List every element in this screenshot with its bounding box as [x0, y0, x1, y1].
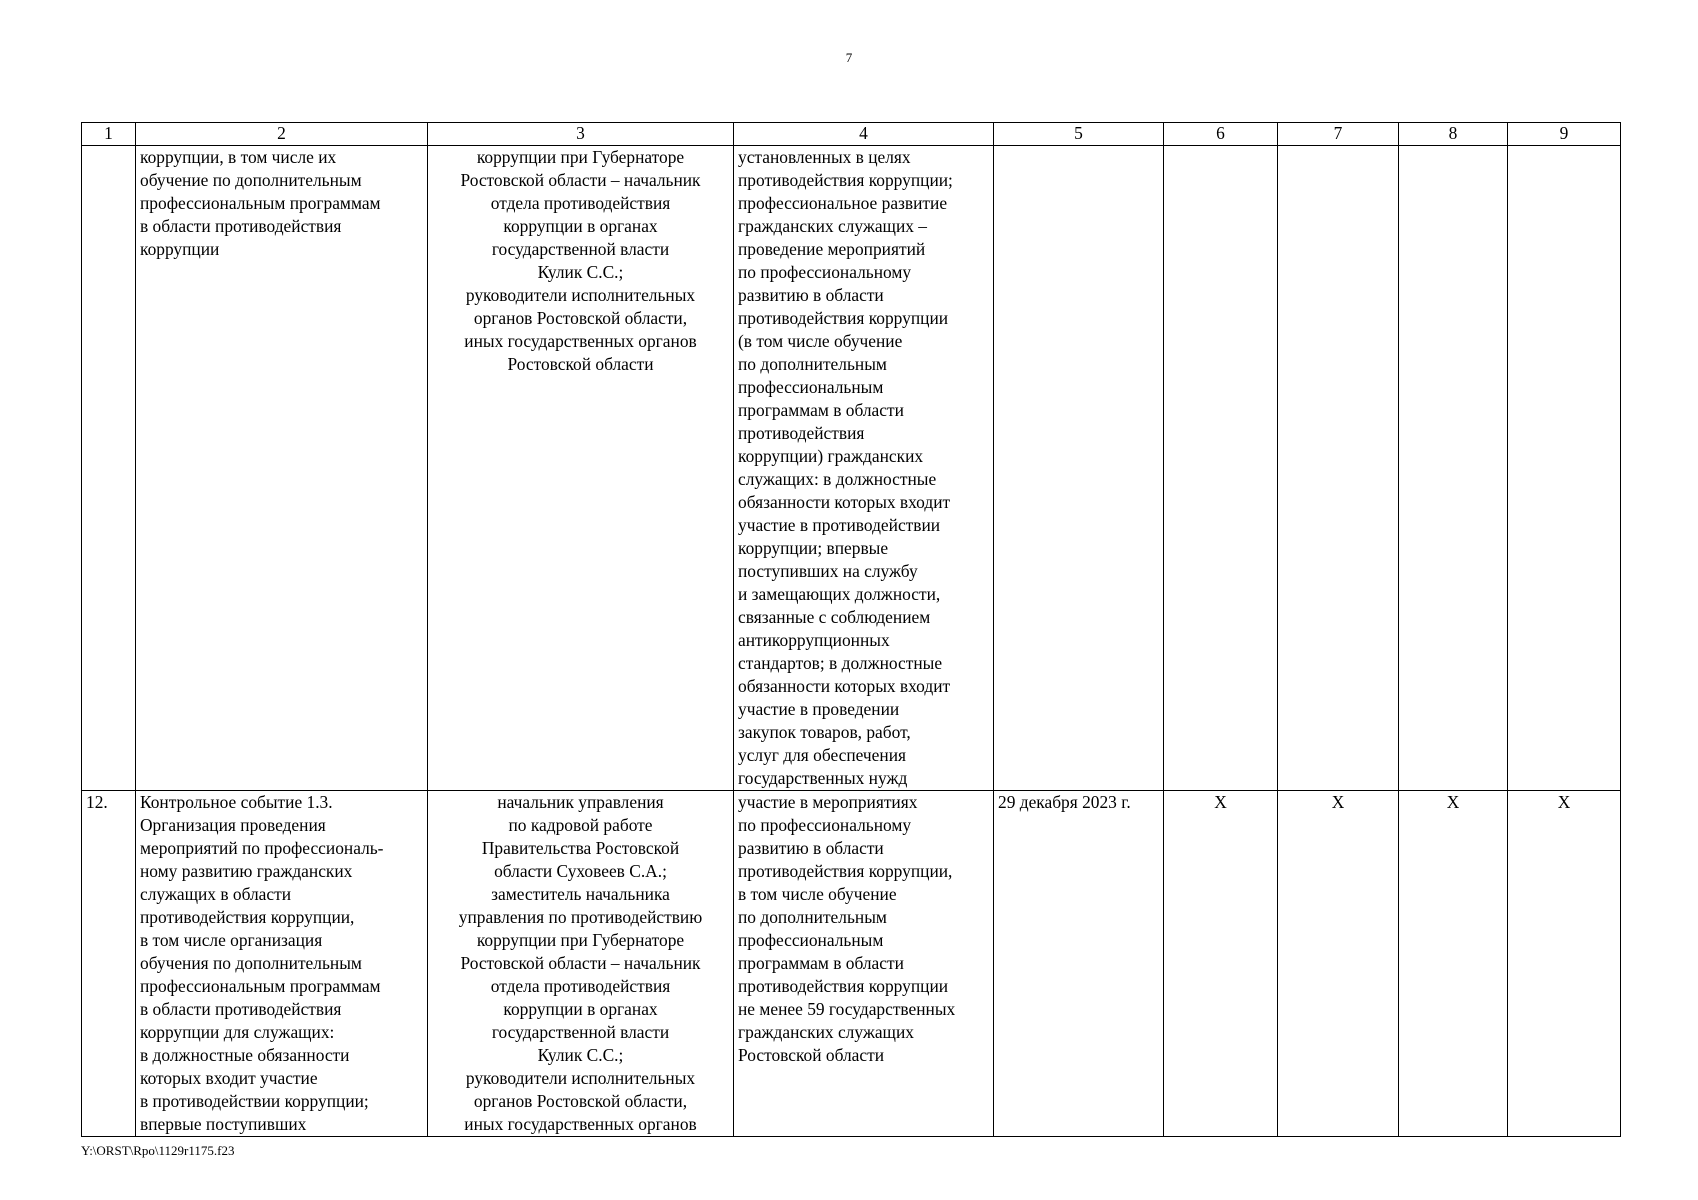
col-9-cell: Х — [1508, 791, 1621, 1137]
page-number: 7 — [845, 50, 853, 65]
header-col-5: 5 — [994, 123, 1164, 146]
row-number-cell: 12. — [82, 791, 136, 1137]
date-cell — [994, 146, 1164, 791]
row-number-cell — [82, 146, 136, 791]
header-col-7: 7 — [1278, 123, 1399, 146]
col-8-cell — [1399, 146, 1508, 791]
col-9-cell — [1508, 146, 1621, 791]
result-cell: участие в мероприятиях по профессиональному развитию в области противодействия коррупции, в том числе обучение по дополнительным профессиональным программам в области противодействия коррупции не менее 59 государственных гражданских служащих Ростовской области — [734, 791, 994, 1137]
date-cell: 29 декабря 2023 г. — [994, 791, 1164, 1137]
col-7-cell — [1278, 146, 1399, 791]
table-row — [82, 146, 1621, 791]
executors-cell: коррупции при Губернаторе Ростовской области – начальник отдела противодействия коррупции в органах государственной власти Кулик С.С.; руководители исполнительных органов Ростовской области, иных государственных органов Ростовской области — [428, 146, 734, 791]
header-col-9: 9 — [1508, 123, 1621, 146]
col-6-cell — [1164, 146, 1278, 791]
event-cell: коррупции, в том числе их обучение по дополнительным профессиональным программам в области противодействия коррупции — [136, 146, 428, 791]
header-col-4: 4 — [734, 123, 994, 146]
header-col-6: 6 — [1164, 123, 1278, 146]
table-row — [82, 791, 1621, 1137]
col-7-cell: Х — [1278, 791, 1399, 1137]
col-8-cell: Х — [1399, 791, 1508, 1137]
plan-table — [81, 122, 1621, 1137]
executors-cell: начальник управления по кадровой работе Правительства Ростовской области Суховеев С.А.; заместитель начальника управления по противодействию коррупции при Губернаторе Ростовской области – начальник отдела противодействия коррупции в органах государственной власти Кулик С.С.; руководители исполнительных органов Ростовской области, иных государственных органов — [428, 791, 734, 1137]
footer-file-path: Y:\ORST\Rpo\1129r1175.f23 — [81, 1143, 235, 1158]
header-row — [82, 123, 1621, 146]
header-col-1: 1 — [82, 123, 136, 146]
header-col-3: 3 — [428, 123, 734, 146]
event-cell: Контрольное событие 1.3. Организация проведения мероприятий по профессиональ- ному развитию гражданских служащих в области противодействия коррупции, в том числе организация обучения по дополнительным профессиональным программам в области противодействия коррупции для служащих: в должностные обязанности которых входит участие в противодействии коррупции; впервые поступивших — [136, 791, 428, 1137]
header-col-8: 8 — [1399, 123, 1508, 146]
header-col-2: 2 — [136, 123, 428, 146]
col-6-cell: Х — [1164, 791, 1278, 1137]
result-cell: установленных в целях противодействия коррупции; профессиональное развитие гражданских служащих – проведение мероприятий по профессиональному развитию в области противодействия коррупции (в том числе обучение по дополнительным профессиональным программам в области противодействия коррупции) гражданских служащих: в должностные обязанности которых входит участие в противодействии коррупции; впервые поступивших на службу и замещающих должности, связанные с соблюдением антикоррупционных стандартов; в должностные обязанности которых входит участие в проведении закупок товаров, работ, услуг для обеспечения государственных нужд — [734, 146, 994, 791]
